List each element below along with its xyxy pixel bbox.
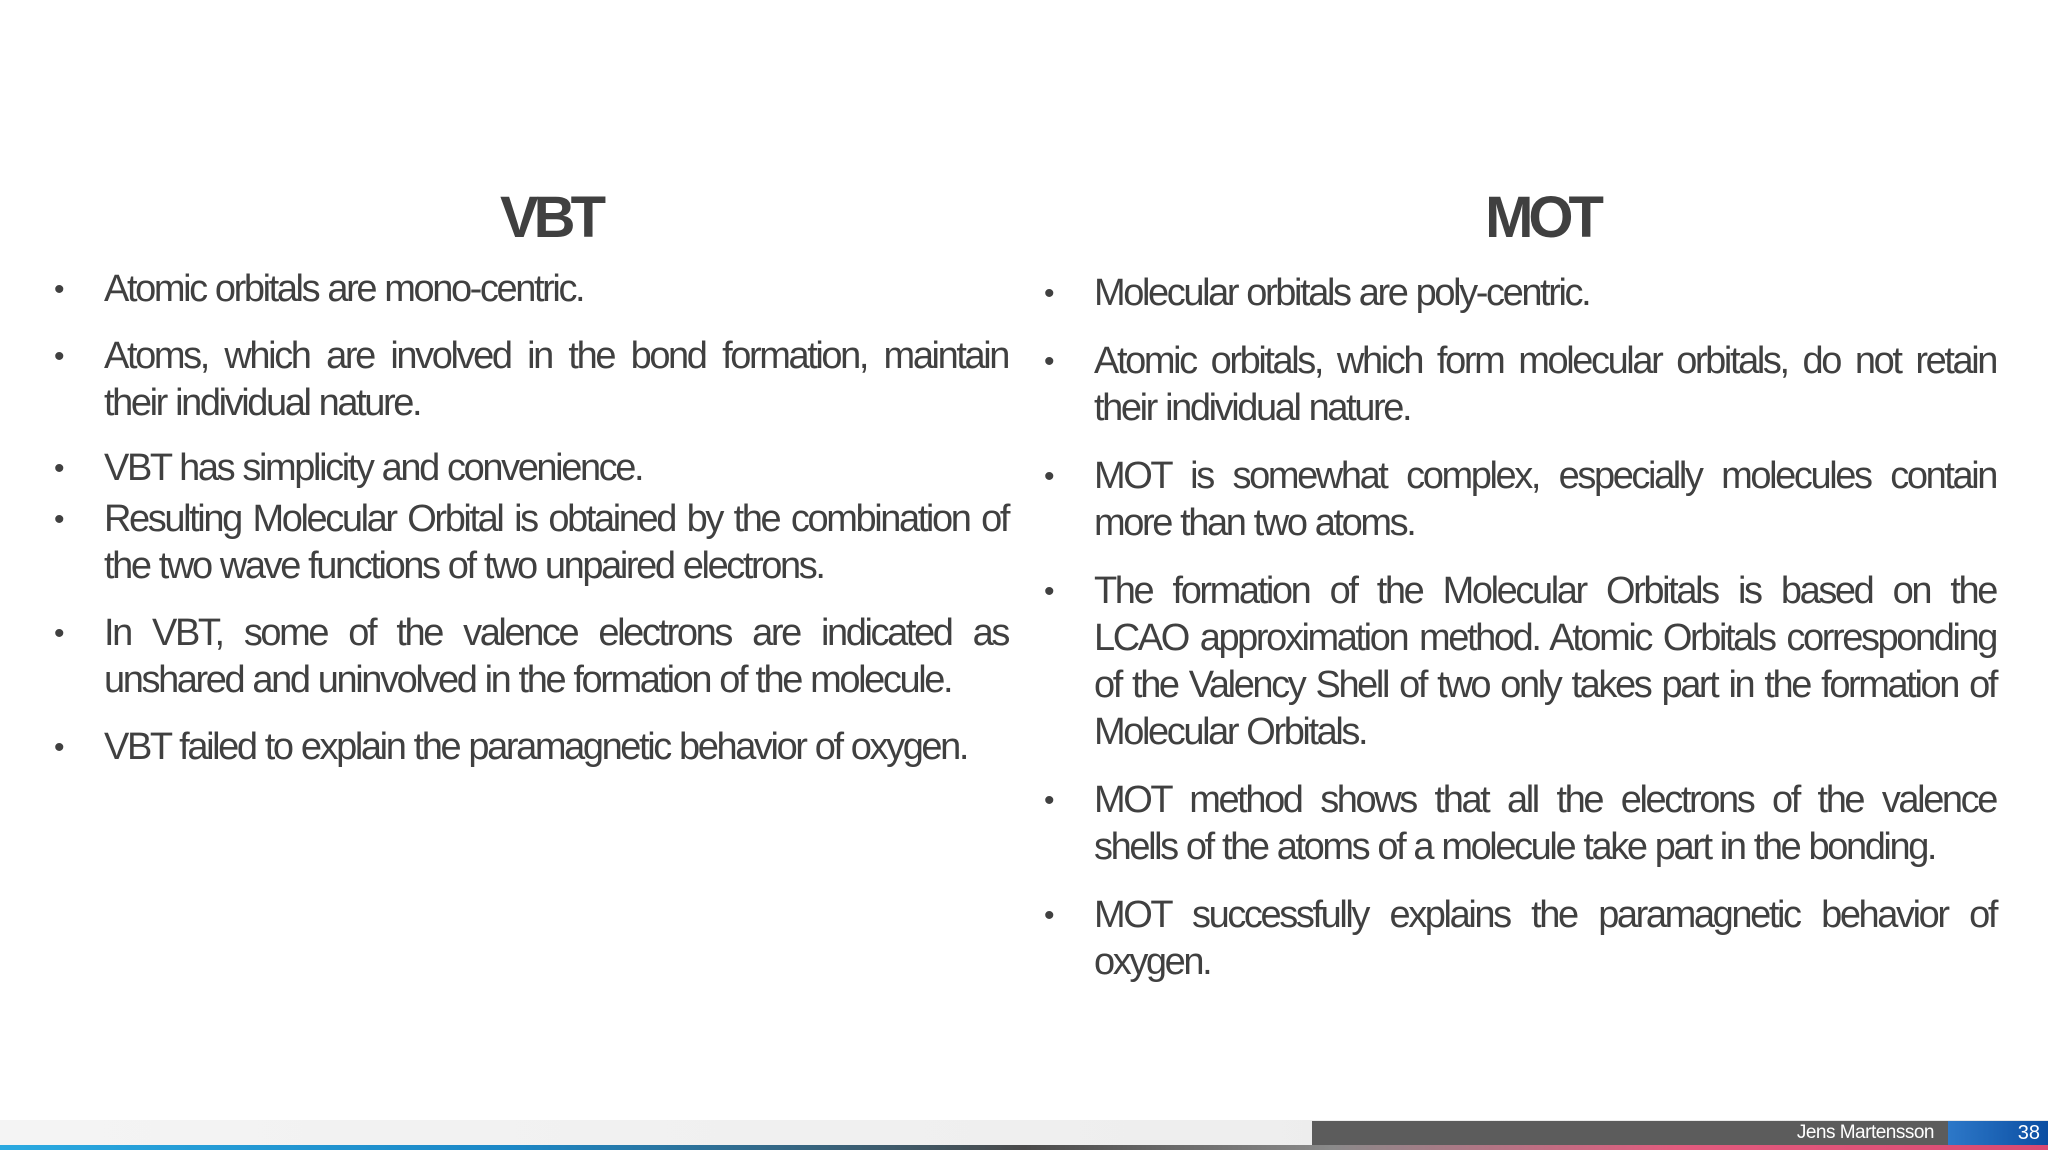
list-item bbox=[1038, 892, 1996, 986]
mot-bullet-list bbox=[1038, 270, 1996, 986]
bullet-icon: • bbox=[1043, 899, 1053, 932]
list-item bbox=[48, 724, 1008, 771]
list-item-text: Atomic orbitals are mono-centric. bbox=[104, 268, 584, 310]
list-item-text: Atomic orbitals, which form molecular orbitals, do not retain their individual nature. bbox=[1094, 340, 1996, 429]
bullet-icon: • bbox=[1043, 277, 1053, 310]
list-item bbox=[48, 445, 1008, 492]
mot-column bbox=[1038, 180, 1996, 1007]
list-item bbox=[1038, 777, 1996, 871]
list-item-text: VBT failed to explain the paramagnetic behavior of oxygen. bbox=[104, 726, 968, 768]
list-item bbox=[1038, 338, 1996, 432]
list-item-text: In VBT, some of the valence electrons are indicated as unshared and uninvolved in the formation of the molecule. bbox=[104, 612, 1008, 701]
bullet-icon: • bbox=[1043, 345, 1053, 378]
page-number: 38 bbox=[2017, 1122, 2040, 1144]
footer-page-box bbox=[1948, 1121, 2048, 1145]
list-item-text: Resulting Molecular Orbital is obtained by the combination of the two wave functions of two unpaired electrons. bbox=[104, 498, 1008, 587]
vbt-title: VBT bbox=[500, 185, 601, 250]
list-item-text: MOT method shows that all the electrons of the valence shells of the atoms of a molecule take part in the bonding. bbox=[1094, 779, 1996, 868]
bullet-icon: • bbox=[1043, 575, 1053, 608]
list-item-text: Molecular orbitals are poly-centric. bbox=[1094, 272, 1590, 314]
vbt-bullet-list bbox=[48, 266, 1008, 771]
footer-author: Jens Martensson bbox=[1796, 1122, 1934, 1143]
bullet-icon: • bbox=[53, 273, 63, 306]
bullet-icon: • bbox=[53, 452, 63, 485]
footer-author-box bbox=[1312, 1121, 1948, 1145]
bullet-icon: • bbox=[1043, 784, 1053, 817]
list-item bbox=[1038, 453, 1996, 547]
bullet-icon: • bbox=[53, 503, 63, 536]
list-item bbox=[48, 496, 1008, 590]
list-item bbox=[48, 333, 1008, 427]
list-item-text: VBT has simplicity and convenience. bbox=[104, 447, 643, 489]
list-item bbox=[48, 610, 1008, 704]
bullet-icon: • bbox=[53, 340, 63, 373]
list-item-text: MOT successfully explains the paramagnetic behavior of oxygen. bbox=[1094, 894, 1996, 983]
footer-accent-line bbox=[0, 1145, 2048, 1150]
footer bbox=[0, 1120, 2048, 1153]
list-item bbox=[1038, 270, 1996, 317]
mot-title: MOT bbox=[1485, 185, 1599, 250]
list-item-text: Atoms, which are involved in the bond formation, maintain their individual nature. bbox=[104, 335, 1008, 424]
bullet-icon: • bbox=[1043, 460, 1053, 493]
bullet-icon: • bbox=[53, 731, 63, 764]
list-item bbox=[1038, 568, 1996, 756]
list-item-text: MOT is somewhat complex, especially molecules contain more than two atoms. bbox=[1094, 455, 1996, 544]
bullet-icon: • bbox=[53, 617, 63, 650]
list-item-text: The formation of the Molecular Orbitals is based on the LCAO approximation method. Atomic Orbitals corresponding of the Valency Shell of two only takes part in the formation of Molecular Orbitals. bbox=[1094, 570, 1996, 753]
vbt-column bbox=[48, 180, 1008, 771]
list-item bbox=[48, 266, 1008, 313]
